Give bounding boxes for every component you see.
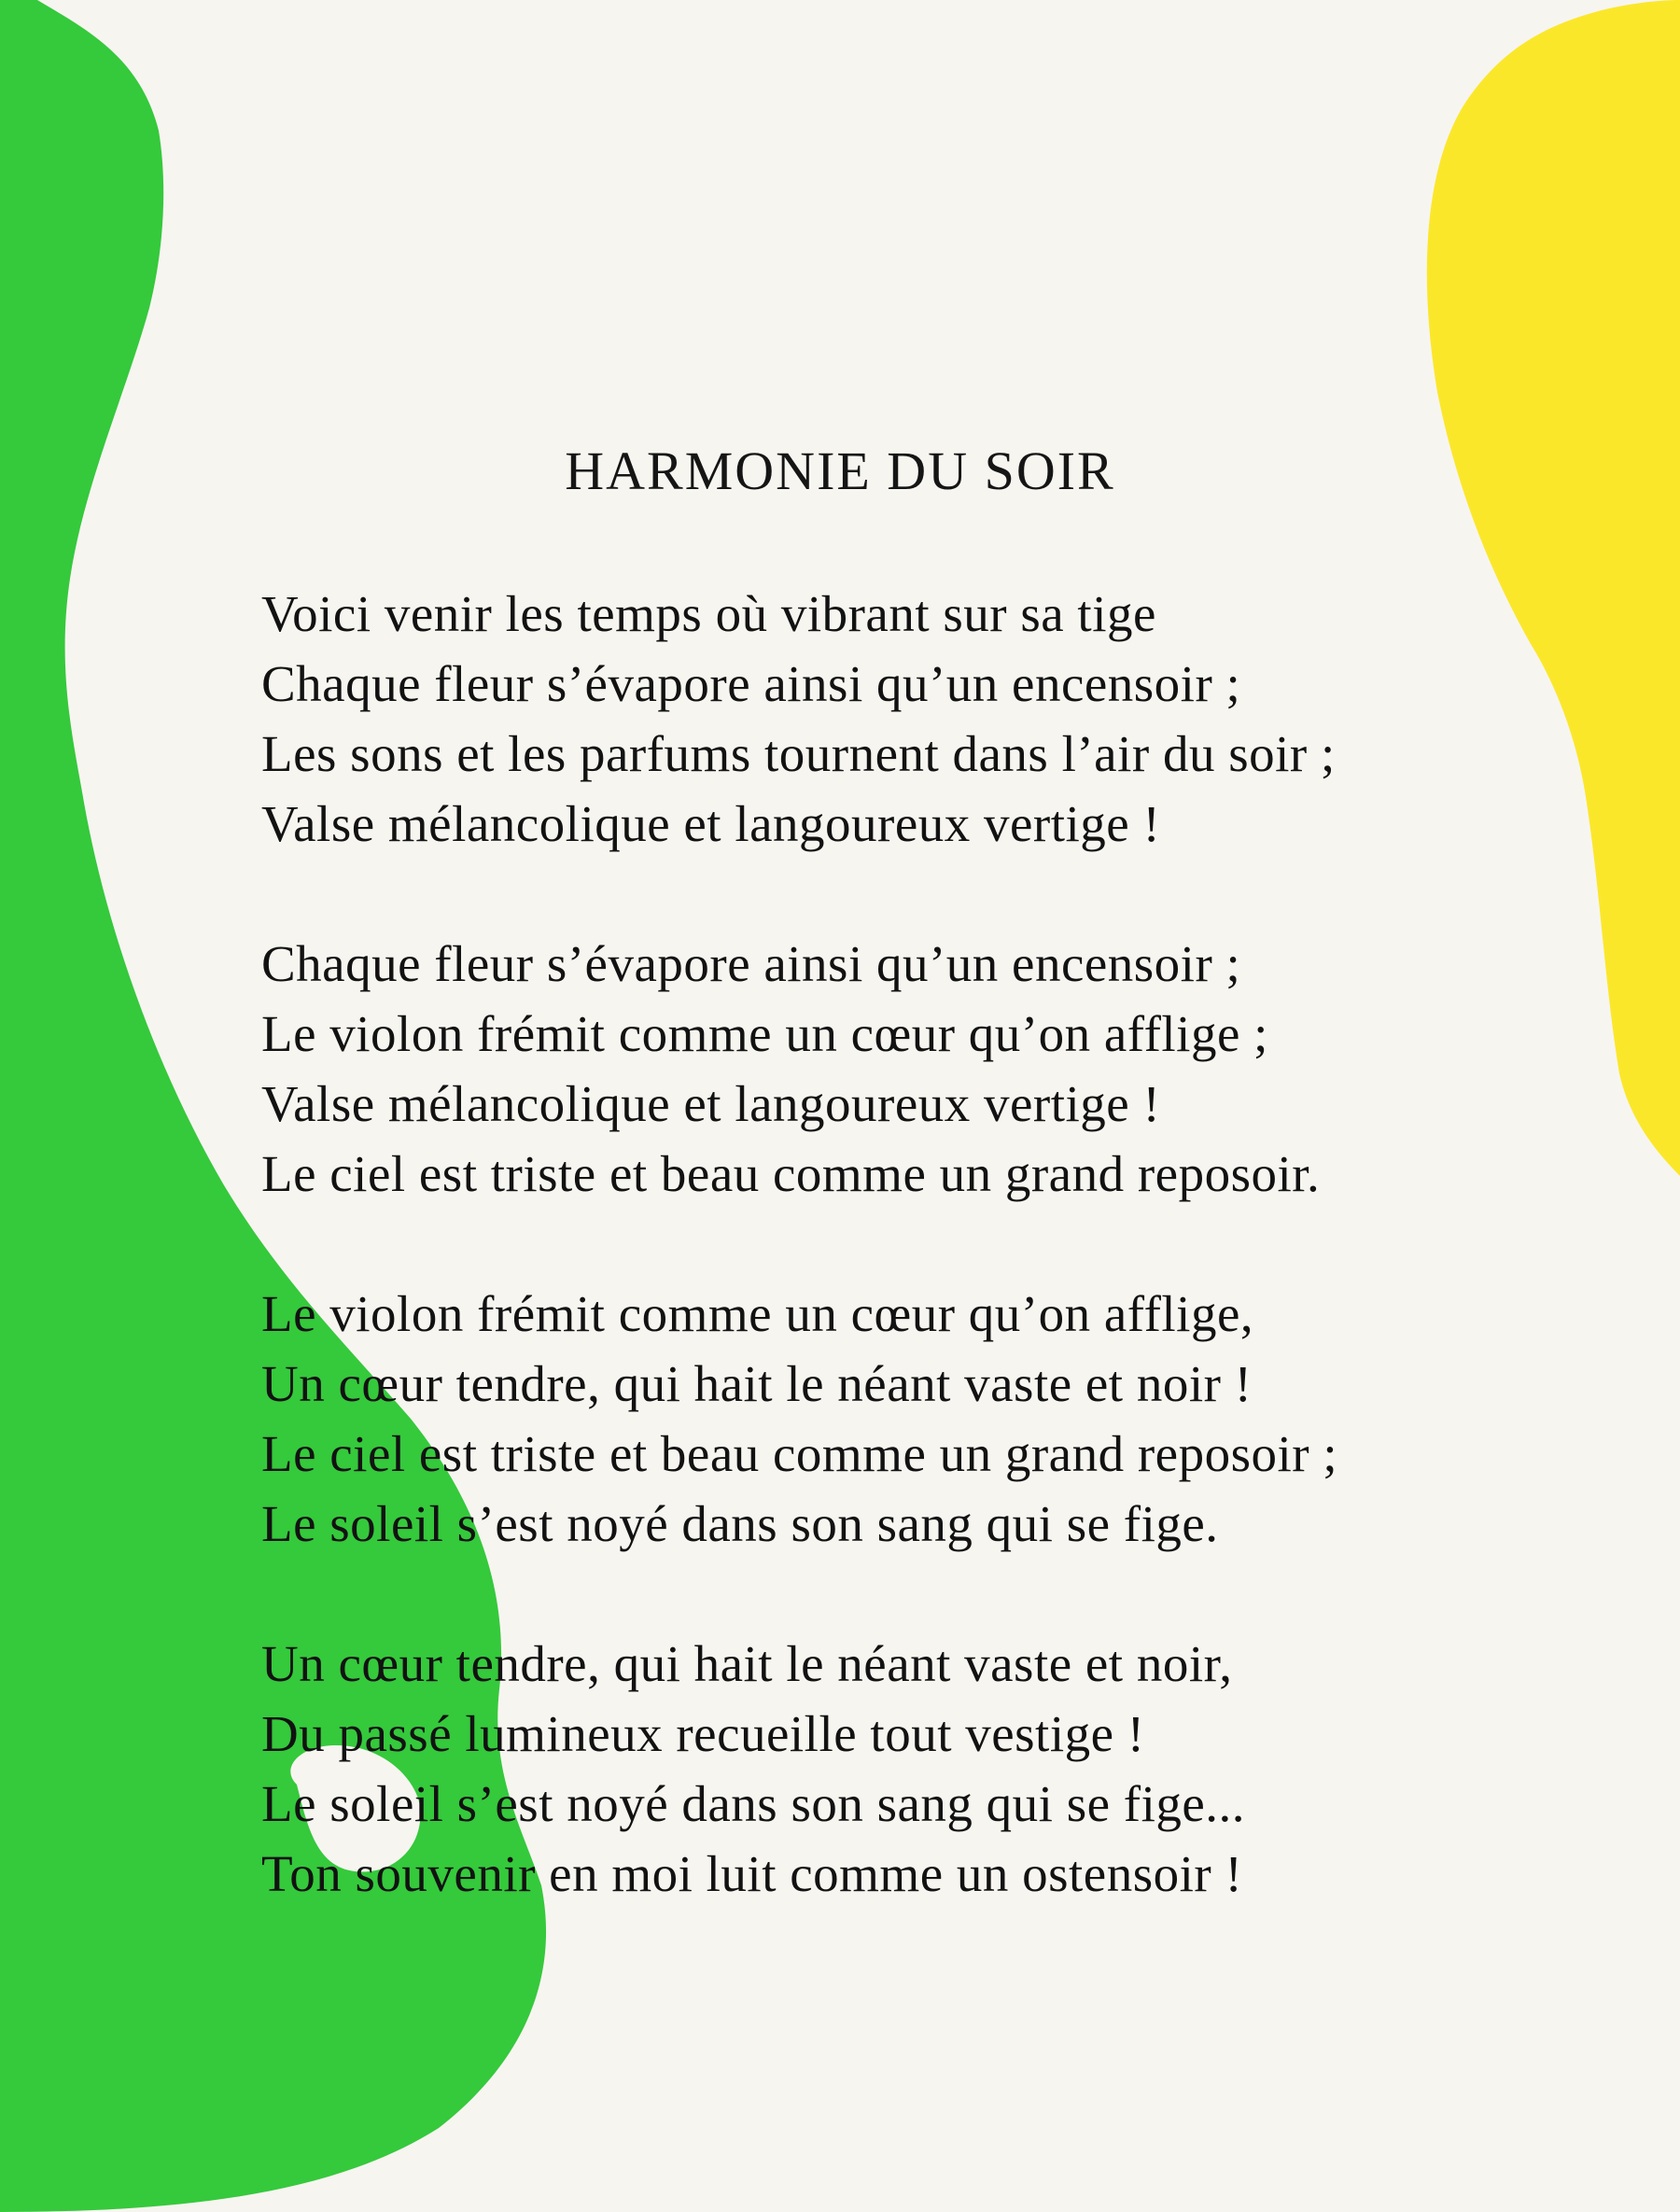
verse-line: Un cœur tendre, qui hait le néant vaste et noir,	[261, 1635, 1233, 1692]
verse-line: Valse mélancolique et langoureux vertige !	[261, 1075, 1161, 1132]
stanza-2	[261, 929, 1661, 1209]
poem-body	[261, 579, 1661, 1979]
verse-line: Le violon frémit comme un cœur qu’on afflige ;	[261, 1005, 1268, 1062]
verse-line: Ton souvenir en moi luit comme un ostensoir !	[261, 1845, 1243, 1902]
verse-line: Le violon frémit comme un cœur qu’on afflige,	[261, 1285, 1254, 1342]
verse-line: Valse mélancolique et langoureux vertige !	[261, 795, 1161, 852]
stanza-1	[261, 579, 1661, 859]
stanza-3	[261, 1279, 1661, 1559]
verse-line: Le soleil s’est noyé dans son sang qui se fige.	[261, 1495, 1219, 1552]
verse-line: Un cœur tendre, qui hait le néant vaste et noir !	[261, 1355, 1253, 1412]
stanza-4	[261, 1629, 1661, 1909]
verse-line: Du passé lumineux recueille tout vestige !	[261, 1705, 1145, 1762]
verse-line: Chaque fleur s’évapore ainsi qu’un encensoir ;	[261, 655, 1241, 712]
verse-line: Les sons et les parfums tournent dans l’air du soir ;	[261, 725, 1336, 782]
poem-title: HARMONIE DU SOIR	[565, 441, 1115, 501]
verse-line: Le ciel est triste et beau comme un grand reposoir.	[261, 1145, 1321, 1202]
verse-line: Voici venir les temps où vibrant sur sa tige	[261, 585, 1156, 642]
verse-line: Le soleil s’est noyé dans son sang qui se fige...	[261, 1775, 1246, 1832]
verse-line: Le ciel est triste et beau comme un grand reposoir ;	[261, 1425, 1338, 1482]
verse-line: Chaque fleur s’évapore ainsi qu’un encensoir ;	[261, 935, 1241, 992]
